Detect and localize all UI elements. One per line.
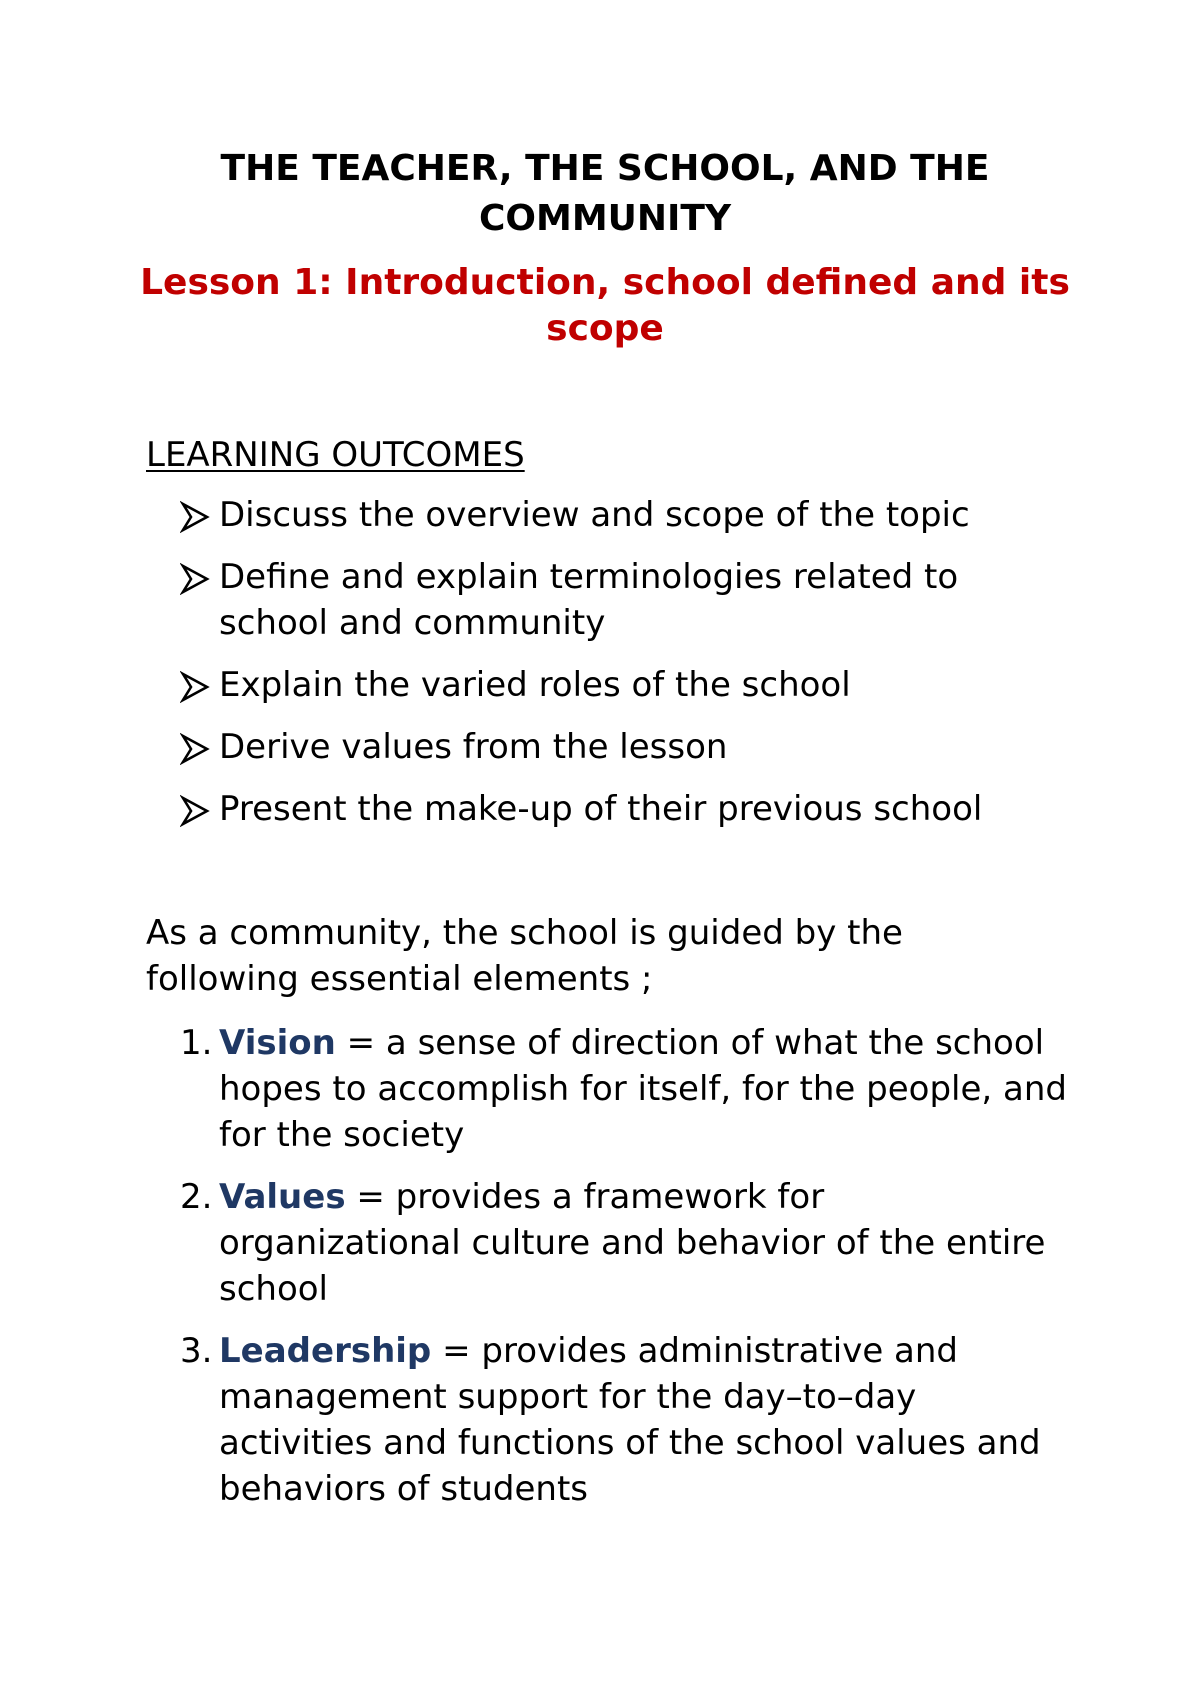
arrowhead-bullet-icon <box>180 492 210 538</box>
lesson-subtitle: Lesson 1: Introduction, school defined and its scope <box>140 262 1070 349</box>
element-item <box>146 1328 1076 1512</box>
arrowhead-bullet-icon <box>180 724 210 770</box>
outcome-item <box>146 724 1076 770</box>
outcome-text: Present the make-up of their previous school <box>219 789 983 829</box>
element-number: 3. <box>180 1331 213 1371</box>
element-term: Values <box>219 1177 346 1217</box>
elements-intro-paragraph: As a community, the school is guided by the following essential elements ; <box>146 913 903 999</box>
outcome-item <box>146 662 1076 708</box>
element-definition: = a sense of direction of what the school hopes to accomplish for itself, for the people, and for the society <box>219 1023 1067 1155</box>
arrowhead-bullet-icon <box>180 662 210 708</box>
outcome-text: Explain the varied roles of the school <box>219 665 851 705</box>
outcome-item <box>146 554 1076 646</box>
outcome-text: Derive values from the lesson <box>219 727 728 767</box>
outcome-item <box>146 786 1076 832</box>
arrowhead-bullet-icon <box>180 554 210 600</box>
outcome-item <box>146 492 1076 538</box>
element-item <box>146 1020 1076 1158</box>
element-term: Vision <box>219 1023 336 1063</box>
element-item <box>146 1174 1076 1312</box>
element-number: 2. <box>180 1177 213 1217</box>
element-number: 1. <box>180 1023 213 1063</box>
document-title: THE TEACHER, THE SCHOOL, AND THE COMMUNITY <box>220 148 990 239</box>
outcome-text: Discuss the overview and scope of the topic <box>219 495 970 535</box>
element-definition: = provides a framework for organizational culture and behavior of the entire school <box>219 1177 1046 1309</box>
arrowhead-bullet-icon <box>180 786 210 832</box>
learning-outcomes-heading: LEARNING OUTCOMES <box>146 435 525 475</box>
essential-elements-list <box>146 1020 1076 1528</box>
element-definition: = provides administrative and management support for the day–to–day activities and functions of the school values and behaviors of students <box>219 1331 1041 1509</box>
outcome-text: Define and explain terminologies related to school and community <box>219 557 959 643</box>
element-term: Leadership <box>219 1331 432 1371</box>
learning-outcomes-list <box>146 492 1076 848</box>
